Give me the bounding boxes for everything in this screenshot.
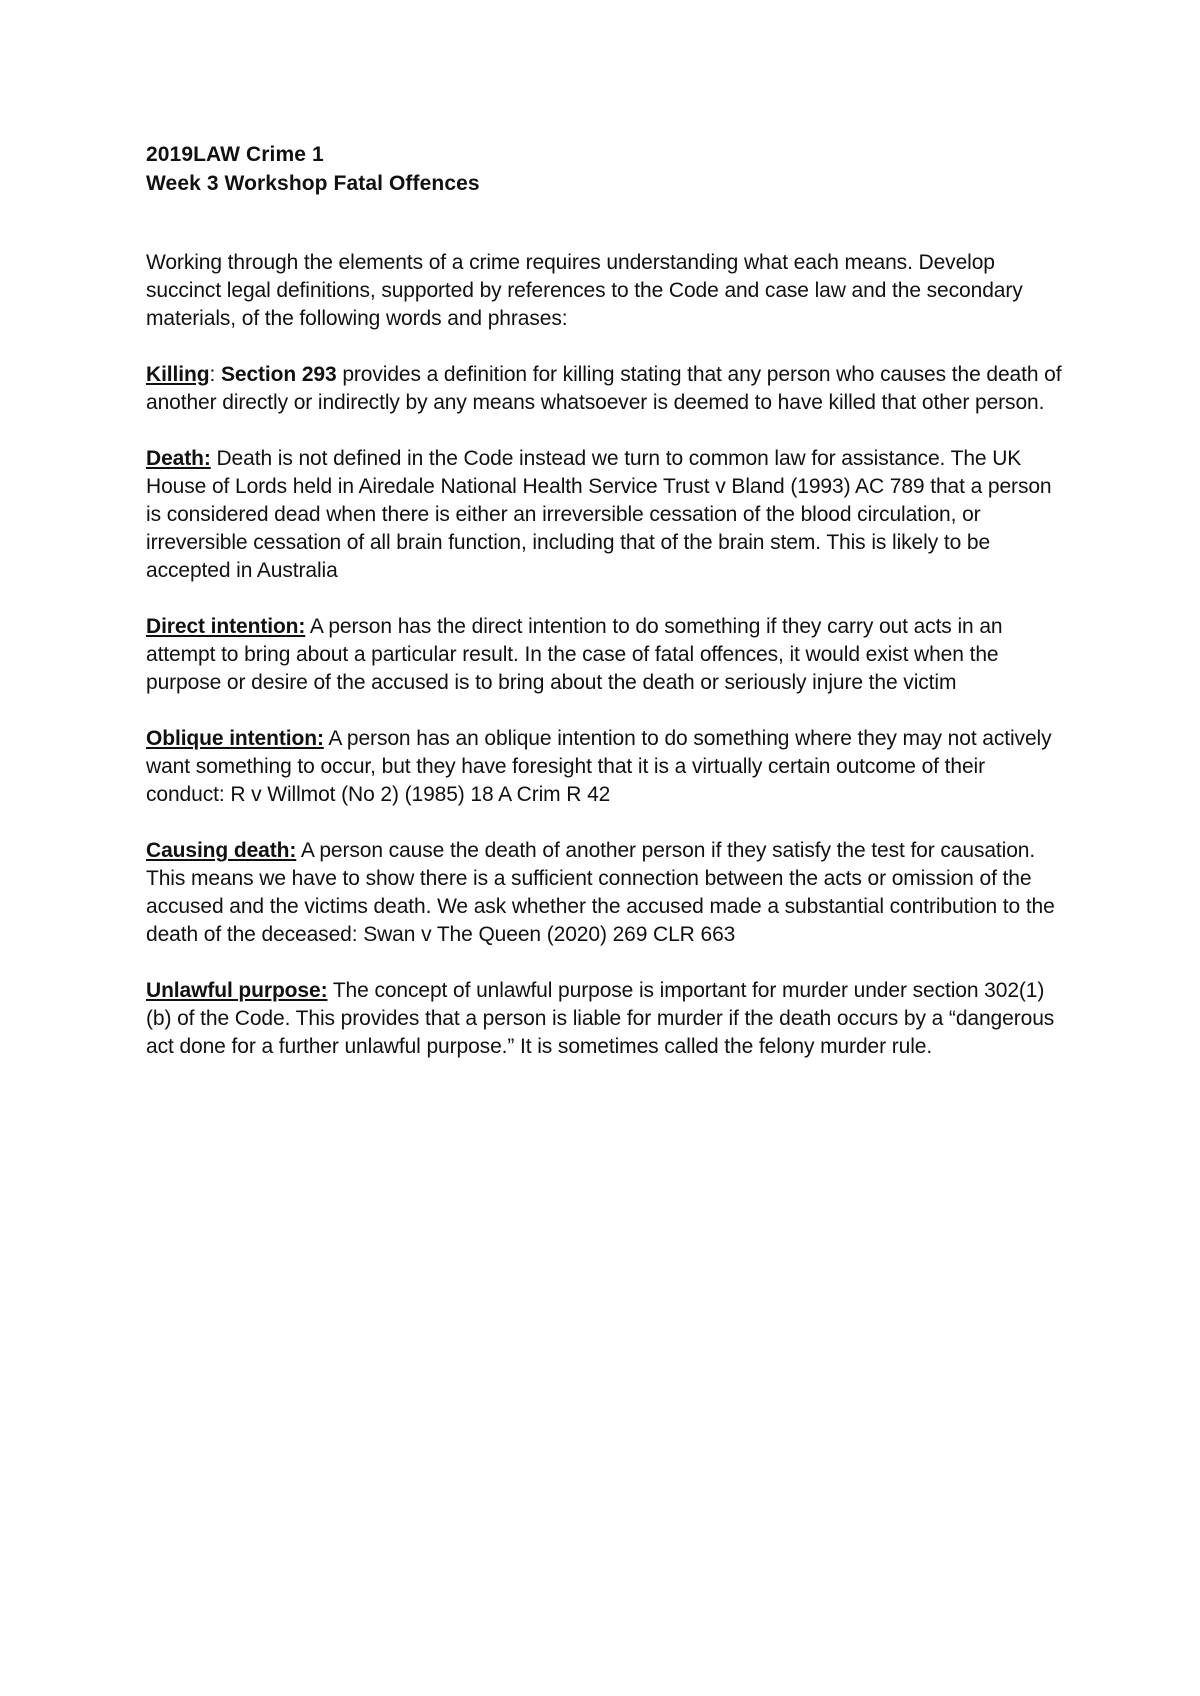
definition-term: Killing bbox=[146, 363, 210, 386]
definition-killing bbox=[146, 361, 1066, 417]
definition-separator: : bbox=[209, 363, 221, 386]
definition-term: Death: bbox=[146, 447, 211, 470]
definition-unlawful-purpose bbox=[146, 977, 1066, 1061]
definition-text: The concept of unlawful purpose is important for murder under section 302(1)(b) of the Code. This provides that a person is liable for murder if the death occurs by a “dangerous act done for a further unlawful purpose.” It is sometimes called the felony murder rule. bbox=[146, 979, 1055, 1058]
definition-text: provides a definition for killing stating that any person who causes the death of another directly or indirectly by any means whatsoever is deemed to have killed that other person. bbox=[146, 363, 1062, 414]
workshop-title: Week 3 Workshop Fatal Offences bbox=[146, 172, 480, 195]
definition-text: A person has an oblique intention to do something where they may not actively want something to occur, but they have foresight that it is a virtually certain outcome of their conduct: R v Willmot (No 2) (1985) 18 A Crim R 42 bbox=[146, 727, 1052, 806]
document-title bbox=[146, 140, 1066, 198]
definition-oblique-intention bbox=[146, 725, 1066, 809]
definition-term: Unlawful purpose: bbox=[146, 979, 328, 1002]
definition-causing-death bbox=[146, 837, 1066, 949]
course-title: 2019LAW Crime 1 bbox=[146, 143, 324, 166]
definition-term: Oblique intention: bbox=[146, 727, 324, 750]
definition-death bbox=[146, 445, 1066, 585]
document-page bbox=[146, 140, 1066, 1061]
definition-text: A person cause the death of another person if they satisfy the test for causation. This means we have to show there is a sufficient connection between the acts or omission of the accused and the victims death. We ask whether the accused made a substantial contribution to the death of the deceased: Swan v The Queen (2020) 269 CLR 663 bbox=[146, 839, 1055, 946]
intro-paragraph: Working through the elements of a crime requires understanding what each means. Develop succinct legal definitions, supported by references to the Code and case law and the secondary materials, of the following words and phrases: bbox=[146, 251, 1023, 330]
definition-direct-intention bbox=[146, 613, 1066, 697]
definition-text: Death is not defined in the Code instead we turn to common law for assistance. The UK House of Lords held in Airedale National Health Service Trust v Bland (1993) AC 789 that a person is considered dead when there is either an irreversible cessation of the blood circulation, or irreversible cessation of all brain function, including that of the brain stem. This is likely to be accepted in Australia bbox=[146, 447, 1052, 582]
definition-term: Causing death: bbox=[146, 839, 297, 862]
definition-text: A person has the direct intention to do something if they carry out acts in an attempt to bring about a particular result. In the case of fatal offences, it would exist when the purpose or desire of the accused is to bring about the death or seriously injure the victim bbox=[146, 615, 1003, 694]
definition-term: Direct intention: bbox=[146, 615, 306, 638]
section-reference: Section 293 bbox=[220, 363, 337, 386]
